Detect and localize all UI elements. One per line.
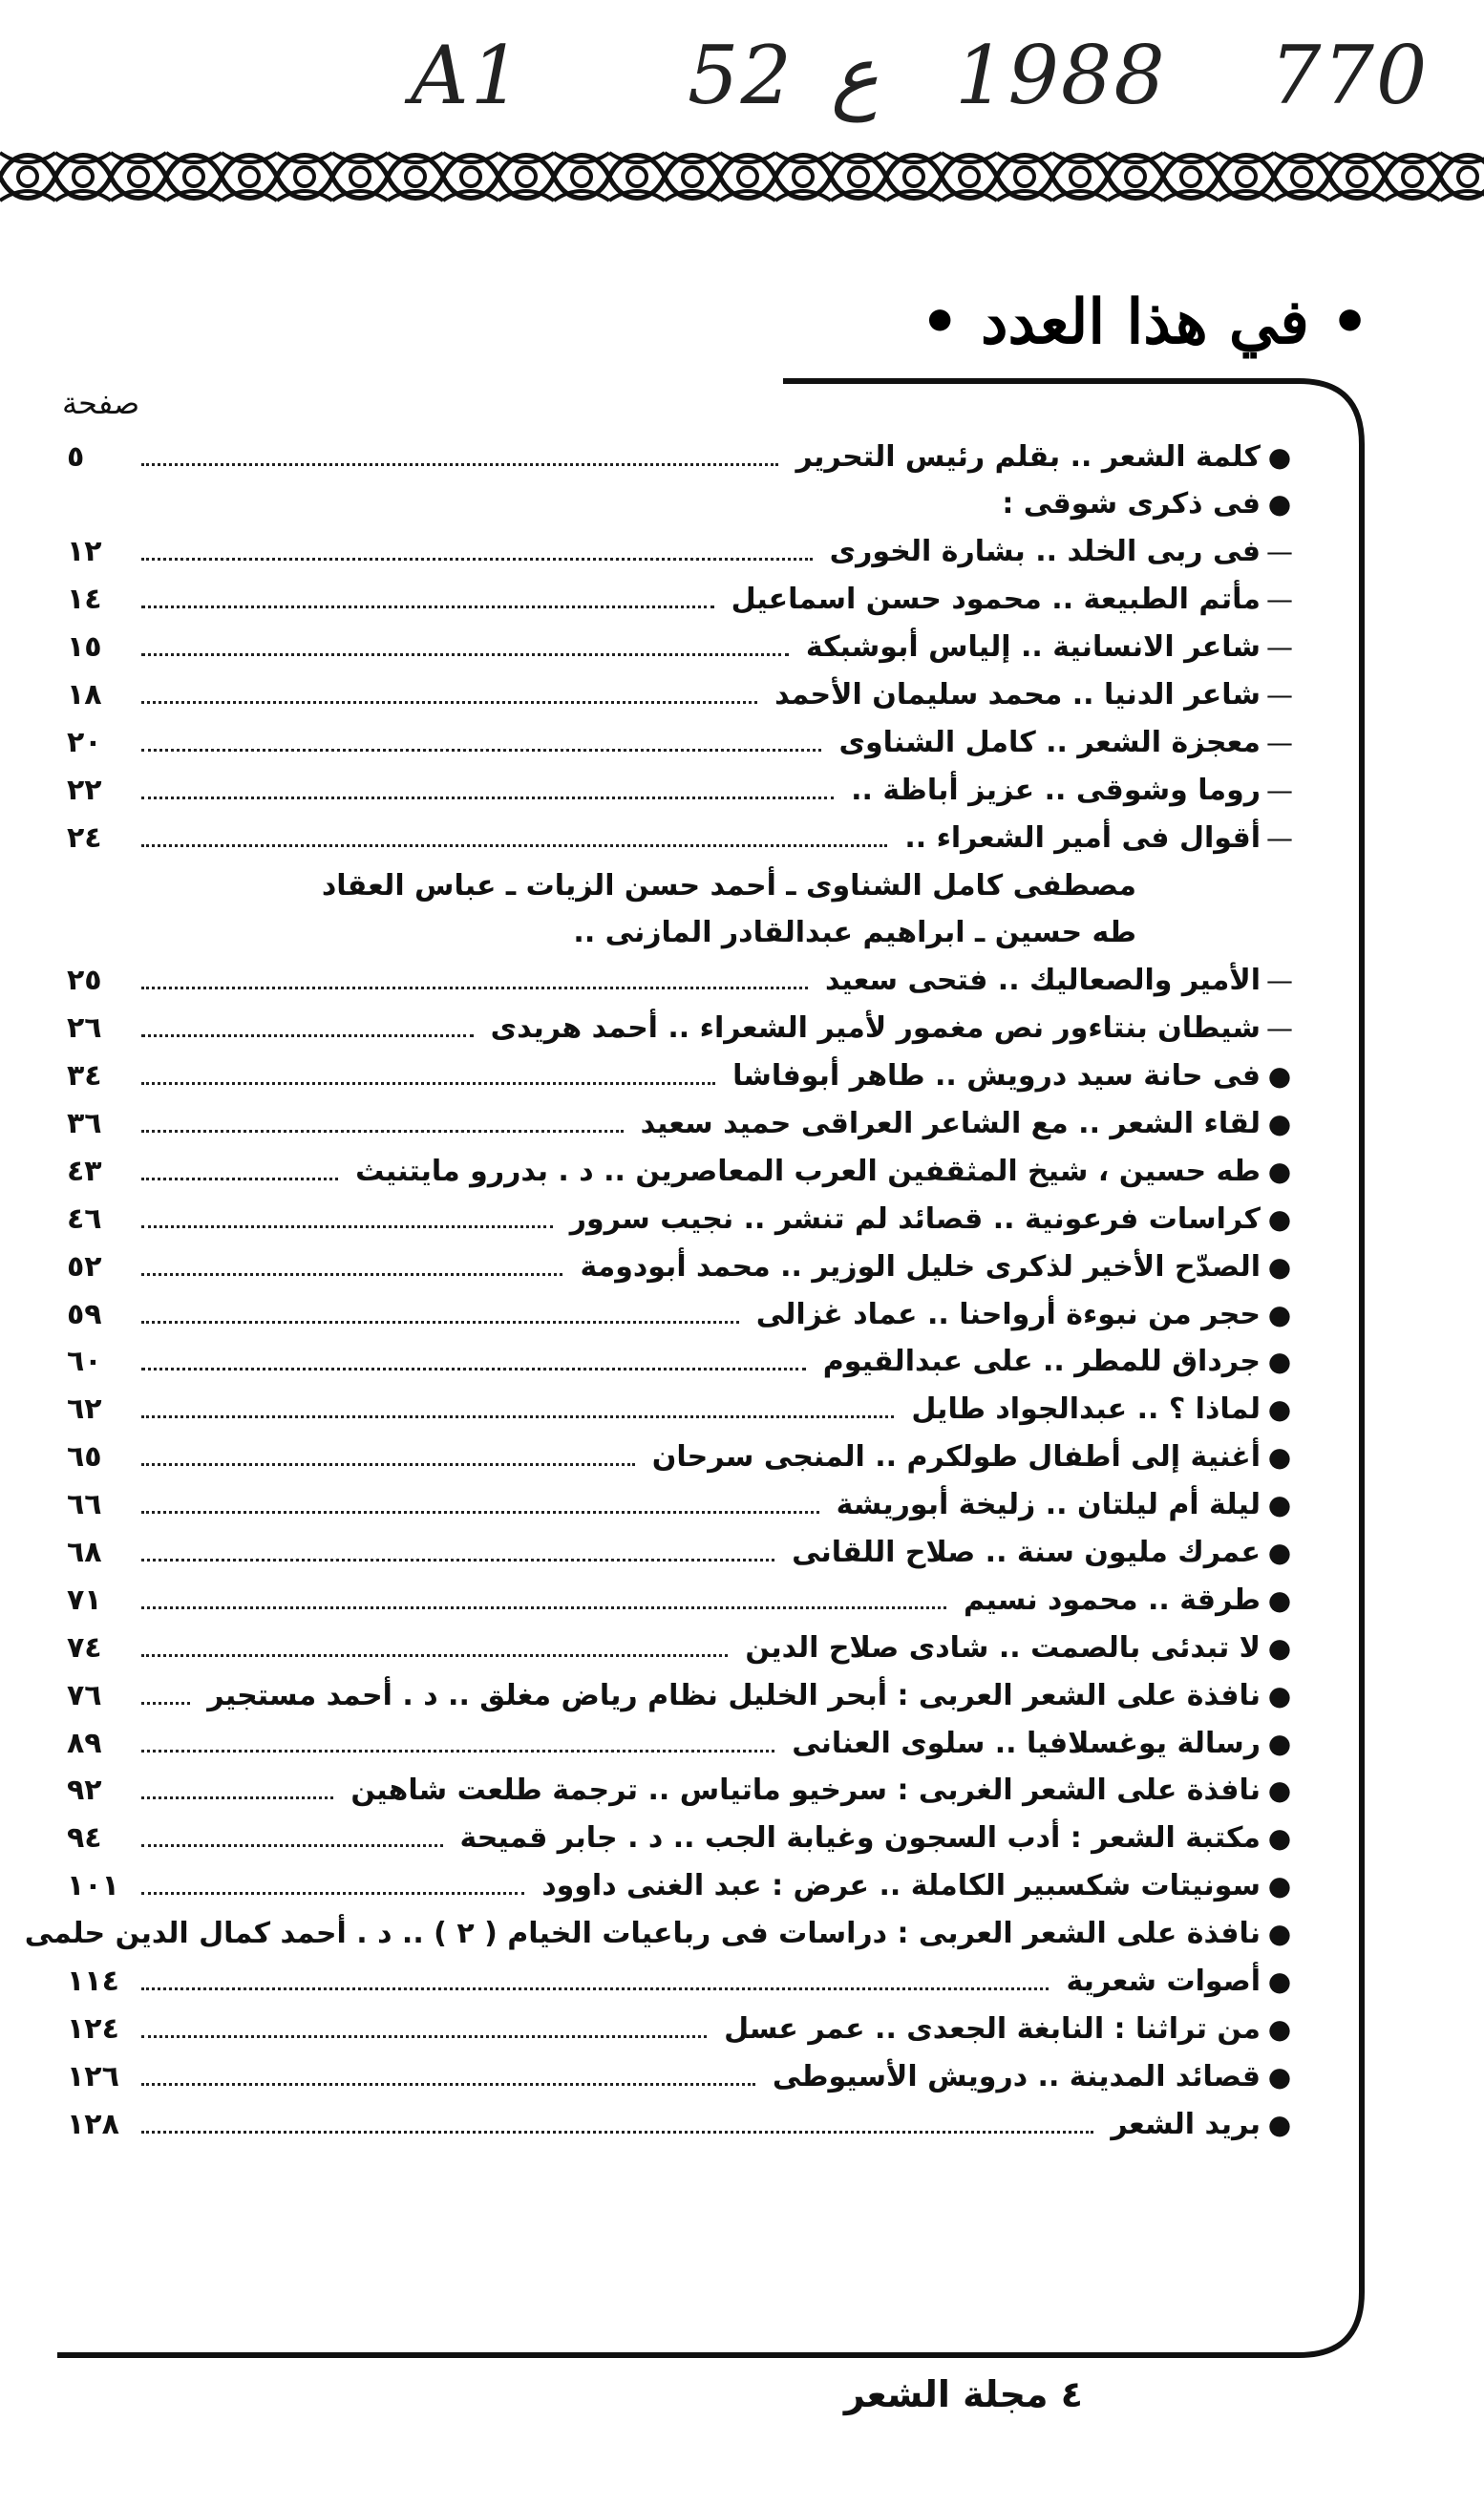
toc-entry-title: فى ربى الخلد .. بشارة الخورى [829, 535, 1261, 569]
toc-entry-title: رسالة يوغسلافيا .. سلوى العنانى [792, 1726, 1261, 1760]
dotted-leader [141, 1892, 524, 1895]
dotted-leader [141, 1034, 474, 1037]
toc-entry [67, 530, 1299, 574]
toc-entry [67, 2007, 1299, 2050]
toc-entry-title: مكتبة الشعر : أدب السجون وغيابة الجب .. د . جابر قميحة [459, 1821, 1261, 1856]
page-column-label: صفحة [62, 385, 140, 421]
bullet-icon: ● [1267, 1965, 1292, 1997]
toc-entry-page: ٧٦ [67, 1678, 102, 1712]
toc-entry-page: ٢٥ [67, 964, 102, 998]
bullet-icon: ● [1267, 1536, 1292, 1568]
toc-entry [67, 1625, 1299, 1669]
dotted-leader [141, 1987, 1049, 1990]
toc-entry [67, 1054, 1299, 1098]
toc-entry-page: ٢٦ [67, 1011, 102, 1046]
toc-entry-page: ٦٥ [67, 1440, 102, 1475]
bullet-icon: ● [1267, 488, 1292, 521]
dash-marker: — [1266, 1012, 1293, 1045]
toc-entry [67, 1960, 1299, 2004]
toc-entry [67, 1244, 1299, 1288]
toc-entry-title: كراسات فرعونية .. قصائد لم تنشر .. نجيب سرور [569, 1201, 1261, 1236]
toc-entry-title: طه حسين ـ ابراهيم عبدالقادر المازنى .. [573, 916, 1136, 950]
toc-entry-title: أغنية إلى أطفال طولكرم .. المنجى سرحان [651, 1440, 1261, 1475]
bullet-icon: ● [1267, 1155, 1292, 1187]
dotted-leader [141, 1130, 624, 1133]
toc-entry-page: ٥٢ [67, 1249, 102, 1284]
toc-entry [67, 1864, 1299, 1908]
toc-entry-page: ٥ [67, 439, 85, 474]
dash-marker: — [1266, 536, 1293, 568]
toc-entry [67, 672, 1299, 716]
toc-entry [67, 1483, 1299, 1527]
dash-marker: — [1266, 584, 1293, 616]
bullet-icon: ● [1267, 1727, 1292, 1759]
toc-entry-page: ٤٣ [67, 1154, 102, 1188]
bullet-icon: ● [1267, 1631, 1292, 1664]
dotted-leader [141, 1750, 774, 1753]
toc-entry-page: ٦٢ [67, 1392, 102, 1427]
toc-entry [67, 435, 1299, 478]
dotted-leader [141, 1654, 728, 1657]
dotted-leader [141, 1273, 562, 1276]
toc-entry-title: شاعر الانسانية .. إلياس أبوشبكة [805, 630, 1261, 665]
dotted-leader [141, 2131, 1093, 2134]
toc-entry-title: طه حسين ، شيخ المثقفين العرب المعاصرين .. د . بدررو مايتنيث [355, 1154, 1261, 1188]
toc-entry-page: ٦٨ [67, 1535, 102, 1569]
toc-entry-page: ٨٩ [67, 1726, 102, 1760]
bullet-icon: ● [1267, 1774, 1292, 1807]
bullet-icon: ● [1267, 1679, 1292, 1711]
toc-entry-page: ١٢٦ [67, 2059, 119, 2093]
toc-entry-title: مأتم الطبيعة .. محمود حسن اسماعيل [731, 583, 1261, 617]
toc-entry [67, 1340, 1299, 1384]
toc-entry-title: بريد الشعر [1111, 2107, 1261, 2141]
page-footer: ٤ مجلة الشعر [843, 2373, 1083, 2415]
page-title: • في هذا العدد • [920, 287, 1369, 358]
dotted-leader [141, 1368, 806, 1370]
toc-entry-title: ليلة أم ليلتان .. زليخة أبوريشة [836, 1488, 1261, 1522]
toc-entry-page: ٤٦ [67, 1201, 102, 1236]
dotted-leader [141, 1321, 739, 1324]
toc-entry [67, 578, 1299, 622]
bullet-icon: ● [1267, 1060, 1292, 1093]
bullet-icon: ● [1267, 1441, 1292, 1474]
toc-entry [67, 1292, 1299, 1336]
toc-entry-page: ٣٤ [67, 1059, 102, 1094]
dash-marker: — [1266, 821, 1293, 854]
toc-entry-page: ٢٤ [67, 820, 102, 855]
toc-entry-title: كلمة الشعر .. بقلم رئيس التحرير [795, 439, 1261, 474]
toc-entry [67, 1197, 1299, 1241]
ornamental-border [0, 143, 1484, 210]
toc-entry-page: ٩٤ [67, 1821, 102, 1856]
toc-entry-title: فى ذكرى شوقى : [1002, 487, 1261, 521]
toc-entry-page: ١٥ [67, 630, 102, 665]
dotted-leader [141, 1606, 946, 1609]
dotted-leader [141, 987, 808, 989]
toc-entry [67, 1388, 1299, 1432]
toc-entry [24, 1912, 1299, 1956]
toc-entry-title: فى حانة سيد درويش .. طاهر أبوفاشا [732, 1059, 1261, 1094]
handwritten-ain: ع [831, 29, 880, 122]
dotted-leader [141, 653, 789, 656]
toc-entry-title: حجر من نبوءة أرواحنا .. عماد غزالى [755, 1297, 1261, 1331]
bullet-icon: ● [1267, 1250, 1292, 1283]
toc-entry [67, 911, 1299, 955]
bullet-icon: ● [1267, 2060, 1292, 2093]
toc-entry-title: معجزة الشعر .. كامل الشناوى [838, 725, 1261, 759]
toc-entry [67, 720, 1299, 764]
bullet-icon: ● [1267, 1107, 1292, 1139]
toc-entry-title: من تراثنا : النابغة الجعدى .. عمر عسل [724, 2011, 1261, 2046]
dotted-leader [141, 463, 778, 466]
toc-entry [67, 1101, 1299, 1145]
toc-entry [67, 1673, 1299, 1717]
toc-entry-page: ٦٠ [67, 1345, 102, 1379]
handwritten-52: 52 [688, 29, 794, 122]
toc-entry-title: جرداق للمطر .. على عبدالقيوم [822, 1345, 1261, 1379]
toc-entry-page: ٥٩ [67, 1297, 102, 1331]
toc-entry-title: طرقة .. محمود نسيم [964, 1583, 1261, 1617]
toc-entry [67, 1007, 1299, 1051]
bullet-icon: ● [1267, 440, 1292, 473]
toc-entry-page: ٧٤ [67, 1630, 102, 1665]
dotted-leader [141, 1178, 338, 1180]
toc-entry-title: لماذا ؟ .. عبدالجواد طايل [911, 1392, 1261, 1427]
dotted-leader [141, 1225, 553, 1228]
toc-entry-title: نافذة على الشعر العربى : أبحر الخليل نظام رياض مغلق .. د . أحمد مستجير [207, 1678, 1261, 1712]
bullet-icon: ● [1267, 1298, 1292, 1330]
toc-entry-page: ٢٠ [67, 725, 102, 759]
dotted-leader [141, 1844, 443, 1847]
toc-entry-title: روما وشوقى .. عزيز أباظة .. [851, 773, 1261, 807]
handwritten-a1: A1 [411, 29, 524, 122]
dotted-leader [141, 844, 887, 847]
dash-marker: — [1266, 965, 1293, 997]
toc-entry-title: أصوات شعرية [1066, 1965, 1261, 1998]
toc-entry-title: مصطفى كامل الشناوى ـ أحمد حسن الزيات ـ عباس العقاد [321, 868, 1136, 903]
toc-entry-title: الصدّح الأخير لذكرى خليل الوزير .. محمد أبودومة [580, 1249, 1261, 1284]
toc-entry-page: ١٢ [67, 535, 102, 569]
toc-entry-title: نافذة على الشعر العربى : دراسات فى رباعيات الخيام ( ٢ ) .. د . أحمد كمال الدين حلمى [24, 1917, 1261, 1951]
bullet-icon: ● [1267, 1918, 1292, 1950]
toc-entry-page: ١٢٤ [67, 2011, 119, 2046]
bullet-icon: ● [1267, 2108, 1292, 2140]
dotted-leader [141, 606, 714, 608]
toc-entry-page: ١٤ [67, 583, 102, 617]
dash-marker: — [1266, 631, 1293, 664]
toc-entry-title: شيطان بنتاءور نص مغمور لأمير الشعراء .. أحمد هريدى [490, 1011, 1261, 1046]
dotted-leader [141, 749, 821, 752]
toc-entry-title: أقوال فى أمير الشعراء .. [904, 820, 1261, 855]
dash-marker: — [1266, 726, 1293, 758]
toc-entry-title: قصائد المدينة .. درويش الأسيوطى [772, 2059, 1261, 2093]
dotted-leader [141, 1463, 635, 1466]
dotted-leader [141, 1082, 715, 1085]
handwritten-1988: 1988 [955, 29, 1167, 122]
toc-entry-page: ٢٢ [67, 773, 102, 807]
bullet-icon: ● [1267, 1583, 1292, 1616]
bullet-icon: ● [1267, 1393, 1292, 1426]
bullet-icon: ● [1267, 1489, 1292, 1521]
toc-entry-page: ١١٤ [67, 1965, 119, 1998]
dotted-leader [141, 1702, 190, 1705]
toc-entry-title: لقاء الشعر .. مع الشاعر العراقى حميد سعيد [640, 1106, 1261, 1140]
bullet-icon: ● [1267, 2012, 1292, 2045]
bullet-icon: ● [1267, 1870, 1292, 1902]
toc-entry-page: ٩٢ [67, 1774, 102, 1808]
dotted-leader [141, 2083, 755, 2086]
dotted-leader [141, 701, 757, 704]
table-of-contents [24, 435, 1299, 2150]
toc-entry [67, 482, 1299, 526]
toc-entry [67, 959, 1299, 1003]
toc-entry [67, 1769, 1299, 1813]
toc-entry-page: ٧١ [67, 1583, 102, 1617]
toc-entry-title: سونيتات شكسبير الكاملة .. عرض : عبد الغنى داوود [541, 1869, 1261, 1903]
dotted-leader [141, 2035, 707, 2038]
bullet-icon: ● [1267, 1202, 1292, 1235]
toc-entry-title: نافذة على الشعر الغربى : سرخيو ماتياس .. ترجمة طلعت شاهين [350, 1774, 1261, 1808]
toc-entry-page: ٦٦ [67, 1488, 102, 1522]
handwritten-770: 770 [1270, 29, 1430, 122]
dotted-leader [141, 797, 834, 799]
handwritten-annotation [382, 29, 1452, 134]
toc-entry [67, 768, 1299, 812]
toc-entry-page: ١٢٨ [67, 2107, 119, 2141]
toc-entry [67, 1530, 1299, 1574]
dash-marker: — [1266, 774, 1293, 806]
toc-entry [67, 626, 1299, 669]
toc-entry [67, 1149, 1299, 1193]
dash-marker: — [1266, 678, 1293, 711]
toc-entry [67, 1578, 1299, 1622]
toc-entry [67, 2102, 1299, 2146]
toc-entry-title: لا تبدئى بالصمت .. شادى صلاح الدين [745, 1630, 1261, 1665]
toc-entry [67, 1817, 1299, 1860]
toc-entry [67, 863, 1299, 907]
toc-entry-title: الأمير والصعاليك .. فتحى سعيد [825, 964, 1261, 998]
toc-entry-page: ١٠١ [67, 1869, 119, 1903]
bullet-icon: ● [1267, 1346, 1292, 1378]
toc-entry-title: شاعر الدنيا .. محمد سليمان الأحمد [774, 677, 1261, 712]
toc-entry [67, 1435, 1299, 1479]
bullet-icon: ● [1267, 1822, 1292, 1855]
toc-entry-page: ١٨ [67, 677, 102, 712]
toc-entry [67, 2054, 1299, 2098]
toc-entry [67, 1721, 1299, 1765]
toc-entry [67, 816, 1299, 860]
dotted-leader [141, 1796, 333, 1799]
toc-entry-title: عمرك مليون سنة .. صلاح اللقانى [792, 1535, 1261, 1569]
dotted-leader [141, 1415, 894, 1418]
dotted-leader [141, 1559, 774, 1562]
toc-entry-page: ٣٦ [67, 1106, 102, 1140]
dotted-leader [141, 1511, 819, 1514]
dotted-leader [141, 558, 813, 561]
